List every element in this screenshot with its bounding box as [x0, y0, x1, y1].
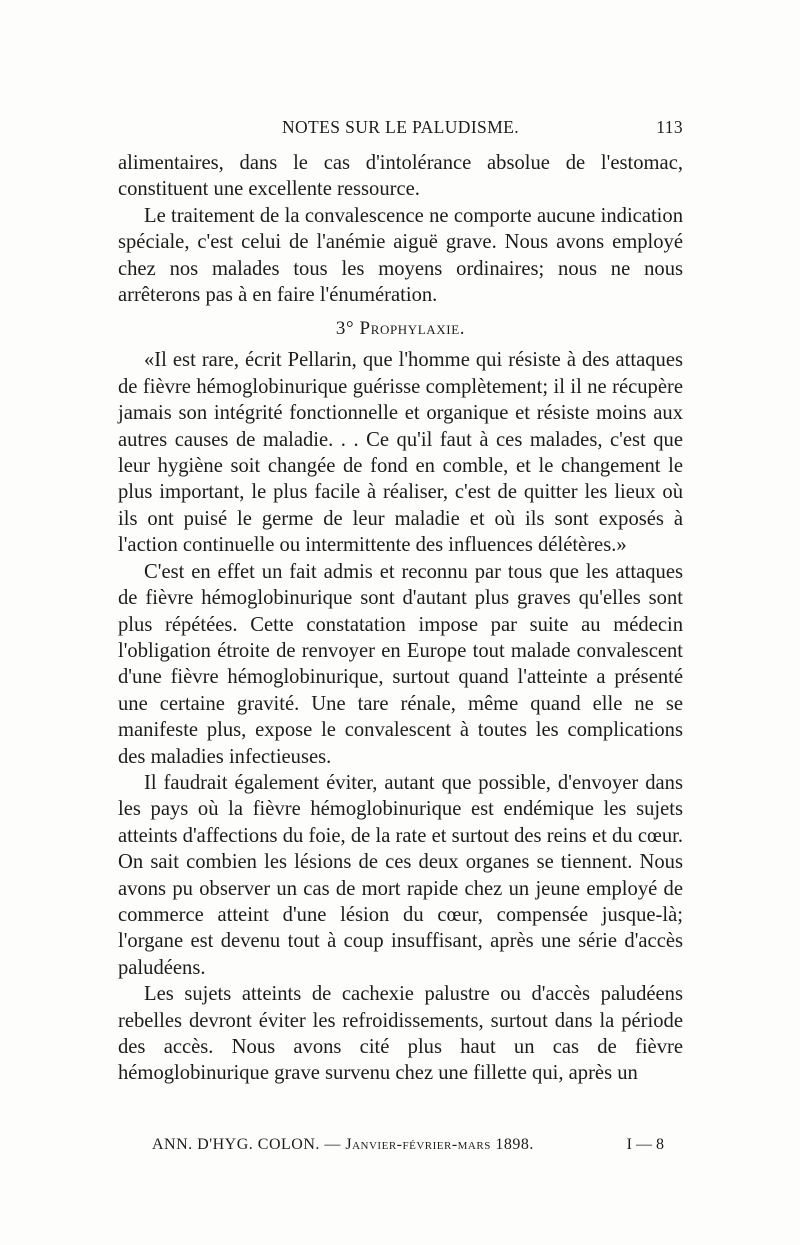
- paragraph-avoid-sending: Il faudrait également éviter, autant que possible, d'envoyer dans les pays où la fièvre hémoglobinurique est endémique les sujets atteints d'affections du foie, de la rate et surtout des reins et du cœur. On sait combien les lésions de ces deux organes se tiennent. Nous avons pu observer un cas de mort rapide chez un jeune employé de commerce atteint d'une lésion du cœur, compensée jusque-là; l'organe est devenu tout à coup insuffisant, après une série d'accès paludéens.: [118, 771, 683, 979]
- page-number: 113: [656, 117, 683, 137]
- paragraph-pellarin-quote: «Il est rare, écrit Pellarin, que l'homme qui résiste à des attaques de fièvre hémoglobinurique guérisse complètement; il il ne récupère jamais son intégrité fonctionnelle et organique et résiste moins aux autres causes de maladie. . . Ce qu'il faut à ces malades, c'est que leur hygiène soit changée de fond en comble, et le changement le plus important, le plus facile à réaliser, c'est de quitter les lieux où ils ont puisé le germe de leur maladie et où ils sont exposés à l'action continuelle ou intermittente des influences délétères.»: [118, 349, 683, 557]
- paragraph-repeated-attacks: C'est en effet un fait admis et reconnu par tous que les attaques de fièvre hémoglobinurique sont d'autant plus graves qu'elles sont plus répétées. Cette constatation impose par suite au médecin l'obligation étroite de renvoyer en Europe tout malade convalescent d'une fièvre hémoglobinurique, surtout quand l'atteinte a présenté une certaine gravité. Une tare rénale, même quand elle ne se manifeste plus, expose le convalescent à toutes les complications des maladies infectieuses.: [118, 560, 683, 768]
- paragraph-continuation: alimentaires, dans le cas d'intolérance absolue de l'estomac, constituent une excellente ressource.: [118, 152, 683, 201]
- running-header: [118, 117, 683, 143]
- main-text: [118, 150, 683, 1087]
- page-footer: [152, 1136, 664, 1160]
- footer-journal-citation: ANN. D'HYG. COLON. — Janvier-février-mars 1898.: [152, 1136, 534, 1153]
- section-heading: 3° Prophylaxie.: [335, 318, 466, 340]
- running-title: NOTES SUR LE PALUDISME.: [281, 117, 520, 137]
- paragraph-convalescence: Le traitement de la convalescence ne comporte aucune indication spéciale, c'est celui de l'anémie aiguë grave. Nous avons employé chez nos malades tous les moyens ordinaires; nous ne nous arrêterons pas à en faire l'énumération.: [118, 204, 683, 307]
- footer-signature-mark: I — 8: [626, 1136, 664, 1153]
- paragraph-cachexia: Les sujets atteints de cachexie palustre ou d'accès paludéens rebelles devront éviter les refroidissements, surtout dans la période des accès. Nous avons cité plus haut un cas de fièvre hémoglobinurique grave survenu chez une fillette qui, après un: [118, 983, 683, 1085]
